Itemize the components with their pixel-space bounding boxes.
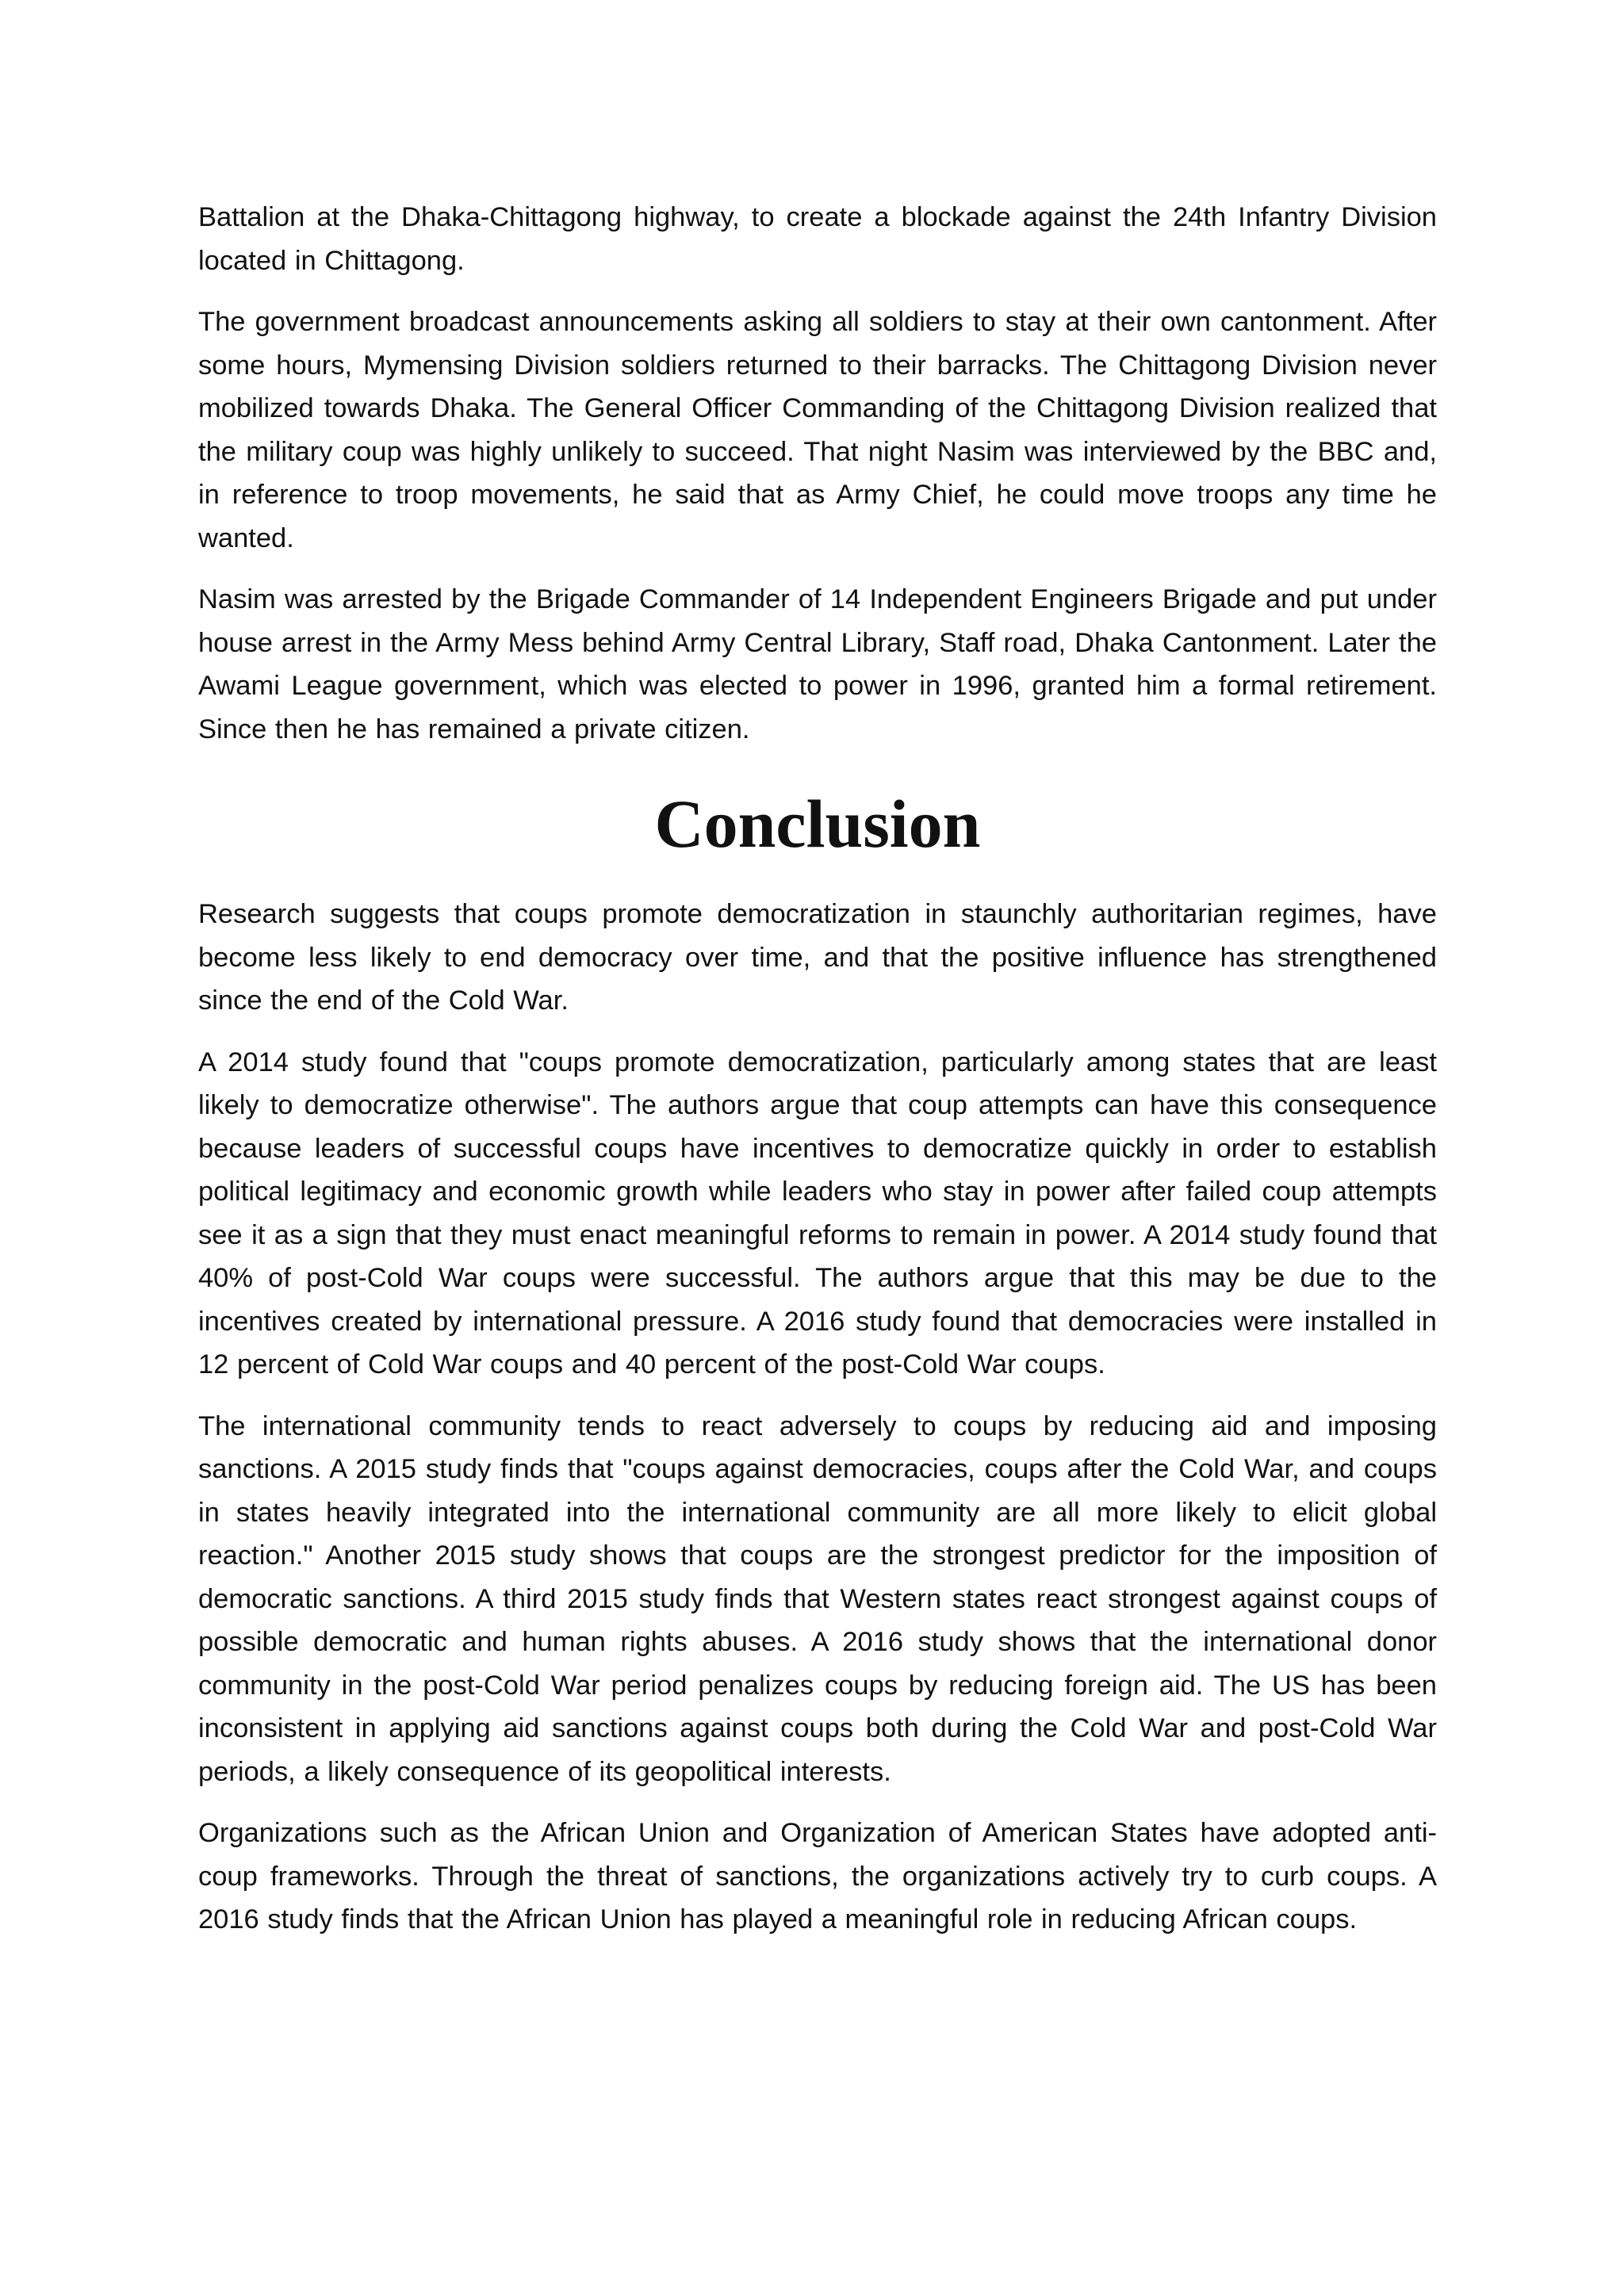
paragraph-organizations: Organizations such as the African Union and Organization of American States have adopted anti-coup frameworks. Through the threat of sanctions, the organizations actively try to curb coups. A 2016 study finds that the African Union has played a meaningful role in reducing African coups. [198,1818,1437,1934]
paragraph-nasim-arrest: Nasim was arrested by the Brigade Commander of 14 Independent Engineers Brigade and put under house arrest in the Army Mess behind Army Central Library, Staff road, Dhaka Cantonment. Later the Awami League government, which was elected to power in 1996, granted him a formal retirement. Since then he has remained a private citizen. [198,584,1437,744]
paragraph-government-broadcast: The government broadcast announcements asking all soldiers to stay at their own cantonment. After some hours, Mymensing Division soldiers returned to their barracks. The Chittagong Division never mobilized towards Dhaka. The General Officer Commanding of the Chittagong Division realized that the military coup was highly unlikely to succeed. That night Nasim was interviewed by the BBC and, in reference to troop movements, he said that as Army Chief, he could move troops any time he wanted. [198,307,1437,553]
paragraph-international-community: The international community tends to react adversely to coups by reducing aid and imposing sanctions. A 2015 study finds that "coups against democracies, coups after the Cold War, and coups in states heavily integrated into the international community are all more likely to elicit global reaction." Another 2015 study shows that coups are the strongest predictor for the imposition of democratic sanctions. A third 2015 study finds that Western states react strongest against coups of possible democratic and human rights abuses. A 2016 study shows that the international donor community in the post-Cold War period penalizes coups by reducing foreign aid. The US has been inconsistent in applying aid sanctions against coups both during the Cold War and post-Cold War periods, a likely consequence of its geopolitical interests. [198,1410,1437,1787]
paragraph-2014-study: A 2014 study found that "coups promote democratization, particularly among states that are least likely to democratize otherwise". The authors argue that coup attempts can have this consequence because leaders of successful coups have incentives to democratize quickly in order to establish political legitimacy and economic growth while leaders who stay in power after failed coup attempts see it as a sign that they must enact meaningful reforms to remain in power. A 2014 study found that 40% of post-Cold War coups were successful. The authors argue that this may be due to the incentives created by international pressure. A 2016 study found that democracies were installed in 12 percent of Cold War coups and 40 percent of the post-Cold War coups. [198,1047,1437,1380]
paragraph-research-suggests: Research suggests that coups promote democratization in staunchly authoritarian regimes, have become less likely to end democracy over time, and that the positive influence has strengthened since the end of the Cold War. [198,899,1437,1016]
section-heading-conclusion: Conclusion [654,786,981,862]
page-content [198,196,1437,1960]
paragraph-battalion-blockade: Battalion at the Dhaka-Chittagong highway, to create a blockade against the 24th Infantry Division located in Chittagong. [198,202,1437,276]
